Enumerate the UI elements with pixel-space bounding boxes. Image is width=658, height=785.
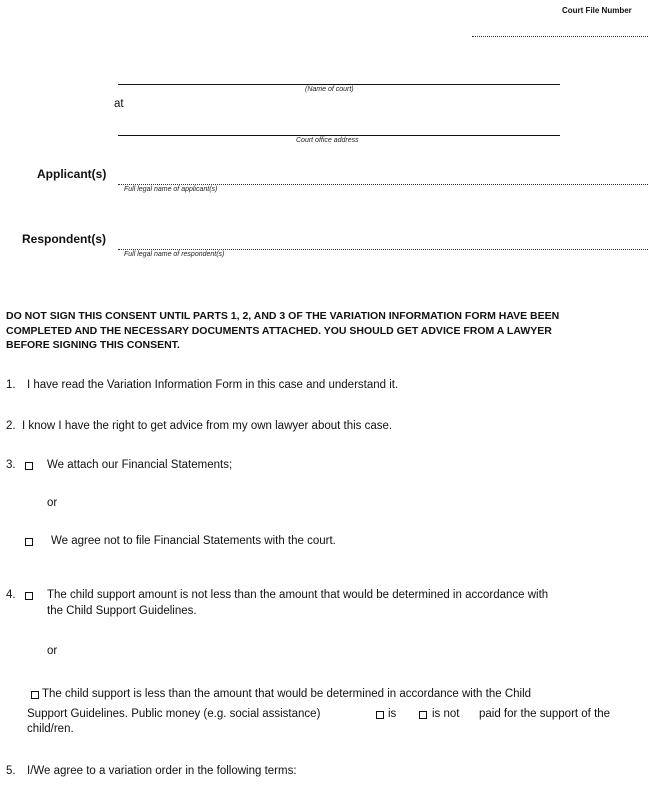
public-money-is-label: is [388, 708, 397, 720]
item-4-option-b-line-2-end: paid for the support of the [479, 708, 611, 720]
item-3-option-a-checkbox[interactable] [25, 458, 35, 472]
public-money-is-not-checkbox[interactable] [419, 707, 429, 721]
item-4-number: 4. [6, 589, 16, 601]
respondent-label: Respondent(s) [22, 232, 106, 246]
item-5-number: 5. [6, 765, 16, 777]
court-address-field[interactable] [118, 135, 560, 136]
checkbox-icon [31, 691, 39, 699]
item-3-option-b-text: We agree not to file Financial Statements with the court. [51, 535, 336, 547]
item-4-option-b-checkbox[interactable] [31, 687, 41, 701]
item-2-number: 2. [6, 420, 16, 432]
item-4-option-b-line-2: Support Guidelines. Public money (e.g. social assistance) [27, 708, 321, 720]
item-4-or: or [47, 645, 58, 657]
item-1-number: 1. [6, 379, 16, 391]
public-money-is-checkbox[interactable] [376, 707, 386, 721]
item-3-option-b-checkbox[interactable] [25, 534, 35, 548]
applicant-name-field[interactable] [118, 184, 648, 185]
respondent-name-field[interactable] [118, 249, 648, 250]
checkbox-icon [25, 592, 33, 600]
checkbox-icon [25, 462, 33, 470]
applicant-label: Applicant(s) [37, 167, 107, 181]
respondent-caption: Full legal name of respondent(s) [124, 251, 225, 258]
applicant-caption: Full legal name of applicant(s) [124, 186, 218, 193]
item-3-or: or [47, 497, 58, 509]
court-name-field[interactable] [118, 84, 560, 85]
item-4-option-b-line-1: The child support is less than the amount that would be determined in accordance with the Child [42, 688, 532, 700]
court-address-caption: Court office address [296, 137, 359, 144]
warning-line-1: DO NOT SIGN THIS CONSENT UNTIL PARTS 1, 2, AND 3 OF THE VARIATION INFORMATION FORM HAVE BEEN [6, 310, 560, 322]
checkbox-icon [376, 711, 384, 719]
item-4-option-a-line-2: the Child Support Guidelines. [47, 605, 197, 617]
item-3-number: 3. [6, 459, 16, 471]
item-4-option-a-line-1: The child support amount is not less than the amount that would be determined in accordance with [47, 589, 549, 601]
public-money-is-not-label: is not [432, 708, 460, 720]
warning-notice [6, 309, 654, 353]
at-label: at [114, 98, 124, 110]
court-file-number-field[interactable] [472, 36, 648, 37]
item-2-text: I know I have the right to get advice from my own lawyer about this case. [22, 420, 393, 432]
item-3-option-a-text: We attach our Financial Statements; [47, 459, 233, 471]
item-4-option-a-checkbox[interactable] [25, 588, 35, 602]
warning-line-3: BEFORE SIGNING THIS CONSENT. [6, 339, 180, 351]
warning-line-2: COMPLETED AND THE NECESSARY DOCUMENTS ATTACHED. YOU SHOULD GET ADVICE FROM A LAWYER [6, 324, 552, 337]
item-5-text: I/We agree to a variation order in the following terms: [27, 765, 297, 777]
court-name-caption: (Name of court) [305, 86, 354, 93]
checkbox-icon [25, 538, 33, 546]
item-1-text: I have read the Variation Information Form in this case and understand it. [27, 379, 399, 391]
checkbox-icon [419, 711, 427, 719]
court-file-number-label: Court File Number [562, 6, 632, 15]
item-4-option-b-line-3: child/ren. [27, 723, 74, 735]
